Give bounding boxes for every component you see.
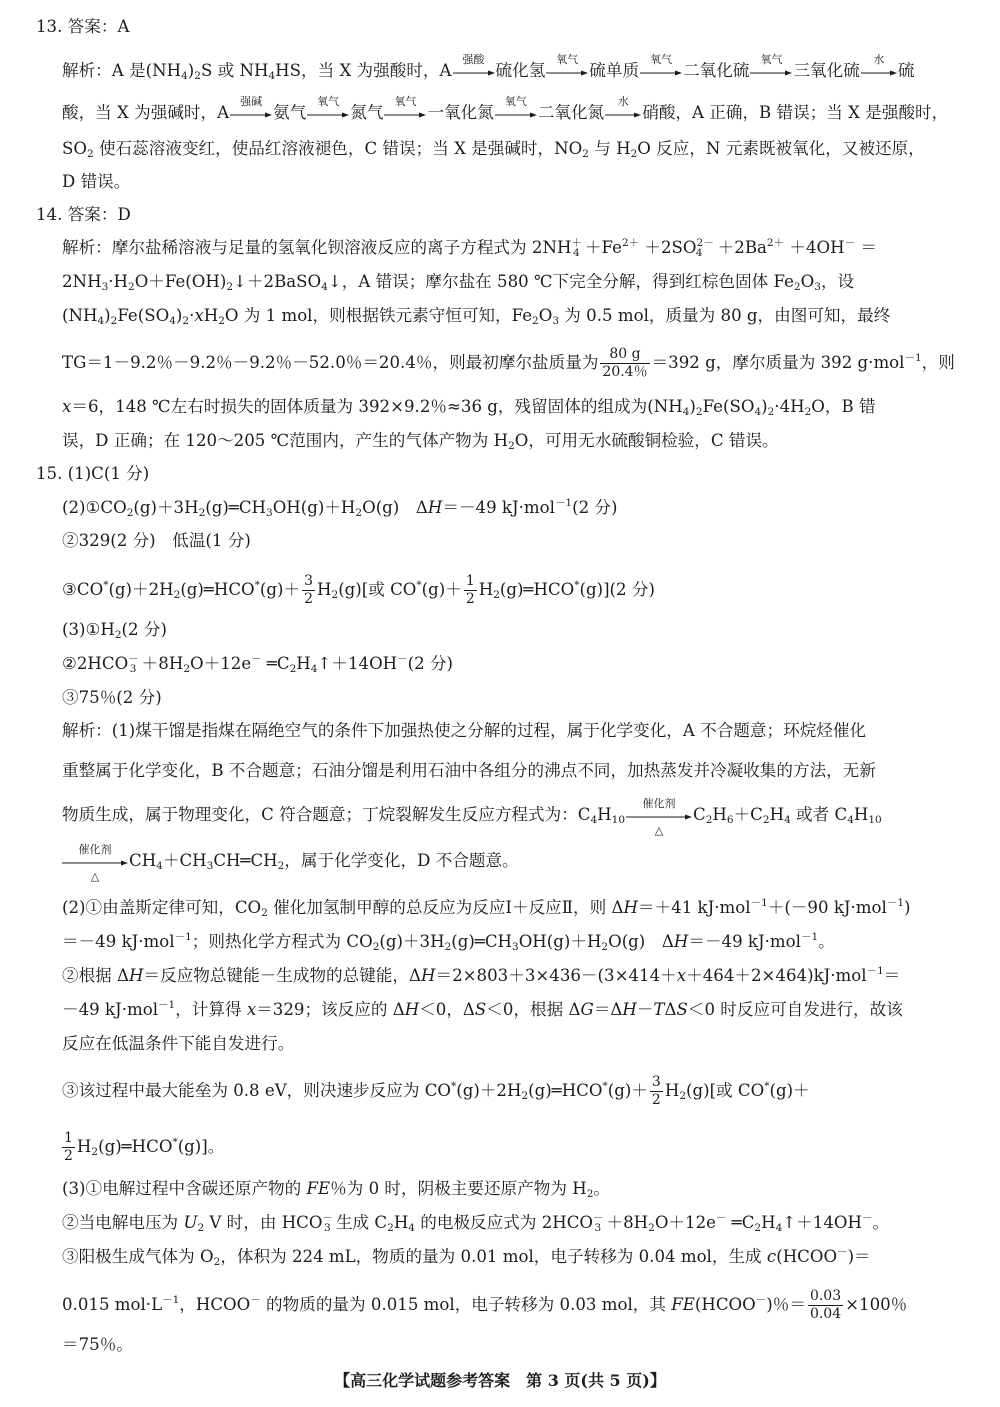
q15-ans-2-2: ②329(2 分) 低温(1 分) <box>62 531 251 550</box>
arrow-strong-acid: 强酸 <box>453 59 495 83</box>
fraction: $\frac{1}{2}$ <box>64 1130 73 1164</box>
arrow-oxygen: 氧气 <box>546 59 588 83</box>
q15-expl-11: $\frac{1}{2}$ $H_2(g)═HCO^*(g)$]。 <box>64 1130 225 1164</box>
q15-expl-3: 物质生成，属于物理变化，C 符合题意；丁烷裂解发生反应方程式为：$C_4H_{10}$ 催化剂 △ $C_2H_6+C_2H_4$ 或者 $C_4H_{10}$ <box>62 797 882 837</box>
q15-ans-2-3: $③CO^*(g)+2H_2(g)═HCO^*(g)+$ $\frac{3}{2}$ $H_2(g)$[或 CO*(g)＋ $\frac{1}{2}$ $H_2(g)═HCO^*(g)](2$ 分) <box>62 573 655 607</box>
q14-line-3: $(NH_4)_2Fe(SO_4)_2\cdot xH_2O$ 为 1 mol，则根据铁元素守恒可知，$Fe_2O_3$ 为 0.5 mol，质量为 80 g，由图可知，最终 <box>62 306 891 327</box>
q15-expl-5: (2)①由盖斯定律可知，$CO_2$ 催化加氢制甲醇的总反应为反应Ⅰ＋反应Ⅱ，则 ΔH＝＋41 kJ·mol$^{-1}$＋(－90 kJ·mol$^{-1}$) <box>62 897 911 919</box>
q14-line-5: x＝6，148 ℃左右时损失的固体质量为 392×9.2％≈36 g，残留固体的组成为$(NH_4)_2Fe(SO_4)_2\cdot 4H_2O$，B 错 <box>62 397 876 418</box>
q13-line-2: 酸，当 X 为强碱时，A 强碱 氨气 氧气 氮气 氧气 一氧化氮 氧气 二氧化氮 水 硝酸，A 正确，B 错误；当 X 是强酸时， <box>62 101 948 125</box>
q14-line-4: TG＝1－9.2％－9.2％－9.2％－52.0％＝20.4％，则最初摩尔盐质量为 $\frac{80 g}{20.4\%}$ ＝392 g，摩尔质量为 392 g·mol$^{-1}$，则 <box>62 346 955 380</box>
q15-expl-14: ③阳极生成气体为 $O_2$，体积为 224 mL，物质的量为 0.01 mol，电子转移为 0.04 mol，生成 c(HCOO－)＝ <box>62 1246 871 1268</box>
arrow-water: 水 <box>605 101 641 125</box>
q15-ans-2-1: $(2)①CO_2(g)+3H_2(g)═CH_3OH(g)+H_2O(g)$ ΔH＝－49 kJ·mol$^{-1}$(2 分) <box>62 497 618 519</box>
q15-answer: 15. (1)C(1 分) <box>36 464 150 483</box>
q15-expl-9: 反应在低温条件下能自发进行。 <box>62 1034 295 1053</box>
q15-expl-2: 重整属于化学变化，B 不合题意；石油分馏是利用石油中各组分的沸点不同，加热蒸发并冷凝收集的方法，无新 <box>62 761 876 780</box>
page-footer: 【高三化学试题参考答案 第 3 页(共 5 页)】 <box>334 1371 666 1390</box>
q15-expl-13: ②当电解电压为 $U_2$ V 时，由 $HCO^-_3$ 生成 $C_2H_4$ 的电极反应式为 $2HCO^-_3 +8H_2O+12e^-$ $═C_2H_4↑+14OH^-$。 <box>62 1212 890 1234</box>
fraction: $\frac{3}{2}$ <box>304 573 314 607</box>
fraction: $\frac{1}{2}$ <box>465 573 475 607</box>
q15-ans-3-1: $(3)①H_2(2$ 分) <box>62 620 167 641</box>
q15-expl-12: (3)①电解过程中含碳还原产物的 FE％为 0 时，阴极主要还原产物为 $H_2$。 <box>62 1179 610 1200</box>
arrow-oxygen: 氧气 <box>750 59 792 83</box>
q15-expl-15: 0.015 $mol\cdot L^{-1}$，HCOO－ 的物质的量为 0.015 mol，电子转移为 0.03 mol，其 FE(HCOO－)％＝ $\frac{0.03}{0.04}$ ×100％ <box>62 1288 908 1322</box>
arrow-strong-base: 强碱 <box>230 101 272 125</box>
q13-answer: 13. 答案：A <box>36 17 130 36</box>
q13-line-1: 解析：A 是$(NH_4)_2S$ 或 $NH_4HS$，当 X 为强酸时，A 强酸 硫化氢 氧气 硫单质 氧气 二氧化硫 氧气 三氧化硫 水 硫 <box>62 53 915 82</box>
q15-expl-10: ③该过程中最大能垒为 0.8 eV，则决速步反应为 $CO^*(g)+2H_2(g)═HCO^*(g)+$ $\frac{3}{2}$ $H_2(g)$[或 CO*(g)＋ <box>62 1074 810 1108</box>
q15-ans-3-3: ③75％(2 分) <box>62 688 162 707</box>
arrow-oxygen: 氧气 <box>384 101 426 125</box>
fraction: $\frac{80 g}{20.4\%}$ <box>602 346 648 380</box>
fraction: $\frac{0.03}{0.04}$ <box>809 1288 842 1322</box>
arrow-oxygen: 氧气 <box>495 101 537 125</box>
q15-expl-16: ＝75％。 <box>62 1335 133 1354</box>
arrow-catalyst-heat: 催化剂 △ <box>626 803 692 827</box>
q15-expl-7: ②根据 ΔH＝反应物总键能－生成物的总键能，ΔH＝2×803＋3×436－(3×414＋x＋464＋2×464)kJ·mol$^{-1}$＝ <box>62 965 901 985</box>
q15-expl-1: 解析：(1)煤干馏是指煤在隔绝空气的条件下加强热使之分解的过程，属于化学变化，A 不合题意；环烷烃催化 <box>62 721 867 740</box>
q14-line-1: 解析：摩尔盐稀溶液与足量的氢氧化钡溶液反应的离子方程式为 $2NH^+_4 +Fe^{2+} +2SO^{2-}_4 +2Ba^{2+} +4OH^-$ ＝ <box>62 237 877 259</box>
q15-expl-4: 催化剂 △ $CH_4+CH_3CH═CH_2$，属于化学变化，D 不合题意。 <box>62 849 519 873</box>
q13-line-4: D 错误。 <box>62 172 131 191</box>
arrow-oxygen: 氧气 <box>307 101 349 125</box>
arrow-oxygen: 氧气 <box>640 59 682 83</box>
fraction: $\frac{3}{2}$ <box>651 1074 661 1108</box>
arrow-catalyst-heat: 催化剂 △ <box>62 849 128 873</box>
q14-line-2: $2NH_3\cdot H_2O+Fe(OH)_2↓+2BaSO_4↓$，A 错误；摩尔盐在 580 ℃下完全分解，得到红棕色固体 $Fe_2O_3$，设 <box>62 272 855 293</box>
q15-expl-8: －49 kJ·mol$^{-1}$，计算得 x＝329；该反应的 ΔH＜0，ΔS＜0，根据 ΔG＝ΔH－TΔS＜0 时反应可自发进行，故该 <box>62 999 903 1019</box>
q14-line-6: 误，D 正确；在 120～205 ℃范围内，产生的气体产物为 $H_2O$，可用无水硫酸铜检验，C 错误。 <box>62 431 779 452</box>
q15-expl-6: ＝－49 kJ·mol$^{-1}$；则热化学方程式为 $CO_2(g)+3H_2(g)═CH_3OH(g)+H_2O(g)$ ΔH＝－49 kJ·mol$^{-1}$。 <box>62 931 835 953</box>
arrow-water: 水 <box>861 59 897 83</box>
q15-ans-3-2: $②2HCO^-_3 +8H_2O+12e^-$ $═C_2H_4↑+14OH^-(2$ 分) <box>62 653 454 675</box>
q13-line-3: $SO_2$ 使石蕊溶液变红，使品红溶液褪色，C 错误；当 X 是强碱时，$NO_2$ 与 $H_2O$ 反应，N 元素既被氧化，又被还原， <box>62 139 925 160</box>
q14-answer: 14. 答案：D <box>36 205 131 224</box>
